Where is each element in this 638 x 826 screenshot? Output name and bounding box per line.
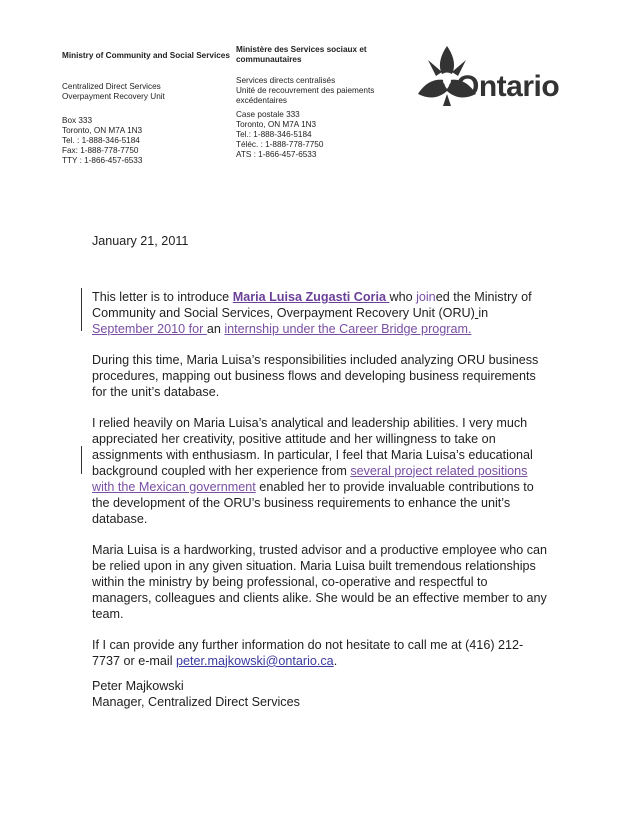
- address-line-en: TTY : 1-866-457-6533: [62, 156, 143, 165]
- tracked-change-text: join: [416, 290, 436, 304]
- address-line-fr: Téléc. : 1-888-778-7750: [236, 140, 324, 149]
- text-run: .: [333, 653, 338, 668]
- ontario-wordmark: Ontario: [456, 70, 560, 103]
- address-line-fr: ATS : 1-866-457-6533: [236, 150, 317, 159]
- address-line-en: Tel. : 1-888-346-5184: [62, 136, 140, 145]
- unit-line1-en: Centralized Direct Services: [62, 82, 161, 91]
- paragraph-responsibilities: During this time, Maria Luisa’s responsibilities included analyzing ORU business procedures, mapping out business flows and developing business requirements for the unit’s database.: [92, 352, 539, 399]
- paragraph-recommendation: Maria Luisa is a hardworking, trusted advisor and a productive employee who can be relied upon in any given situation. Maria Luisa built tremendous relationships within the ministry by being professional, co-operative and respectful to managers, colleagues and clients alike. She would be an effective member to any team.: [92, 542, 548, 622]
- address-line-fr: Tel.: 1-888-346-5184: [236, 130, 312, 139]
- email-link[interactable]: peter.majkowski@ontario.ca: [176, 653, 334, 668]
- address-line-fr: Toronto, ON M7A 1N3: [236, 120, 317, 129]
- text-run: I relied heavily on Maria Luisa’s analytical and leadership abilities. I very much appreciated her creativity, positive attitude and her willingness to take on assignments with enthusiasm. In particular, I feel that Maria Luisa’s educational background coupled with her experience from: [92, 415, 533, 478]
- letter-date: January 21, 2011: [92, 234, 189, 248]
- revision-bar: [81, 288, 82, 331]
- header-french: [236, 45, 396, 160]
- unit-line2-en: Overpayment Recovery Unit: [62, 92, 165, 101]
- paragraph-intro: [92, 289, 550, 337]
- letter-body: [92, 289, 550, 683]
- address-line-en: Toronto, ON M7A 1N3: [62, 126, 143, 135]
- text-run: This letter is to introduce: [92, 290, 233, 304]
- address-line-en: Fax: 1-888-778-7750: [62, 146, 139, 155]
- paragraph-contact: [92, 637, 550, 669]
- text-run: in: [478, 306, 489, 321]
- experience-link[interactable]: several project related positions with the Mexican government: [92, 463, 528, 494]
- unit-line2-fr: Unité de recouvrement des paiements excédentaires: [236, 86, 375, 105]
- internship-link[interactable]: internship under the Career Bridge program.: [224, 322, 472, 337]
- september-link[interactable]: September 2010 for: [92, 322, 207, 337]
- signature-block: [92, 678, 300, 710]
- text-run: who: [389, 290, 417, 304]
- address-line-en: Box 333: [62, 116, 93, 125]
- text-run: ed the Ministry of Community and Social Services, Overpayment Recovery Unit (ORU): [92, 290, 532, 321]
- text-run: an: [206, 322, 225, 337]
- unit-line1-fr: Services directs centralisés: [236, 76, 336, 85]
- signature-name: Peter Majkowski: [92, 679, 184, 693]
- address-line-fr: Case postale 333: [236, 110, 300, 119]
- person-name-link[interactable]: Maria Luisa Zugasti Coria: [232, 290, 390, 304]
- ontario-logo: [412, 42, 582, 110]
- paragraph-abilities: [92, 415, 550, 528]
- ministry-name-fr: Ministère des Services sociaux et communautaires: [236, 45, 367, 64]
- ministry-name-en: Ministry of Community and Social Services: [62, 51, 230, 60]
- signature-title: Manager, Centralized Direct Services: [92, 695, 300, 710]
- header-english: [62, 49, 232, 166]
- text-run: enabled her to provide invaluable contributions to the development of the ORU’s business requirements to enhance the unit’s database.: [92, 479, 534, 527]
- revision-bar: [81, 446, 82, 474]
- text-run: If I can provide any further information do not hesitate to call me at (416) 212-7737 or e-mail: [92, 637, 524, 668]
